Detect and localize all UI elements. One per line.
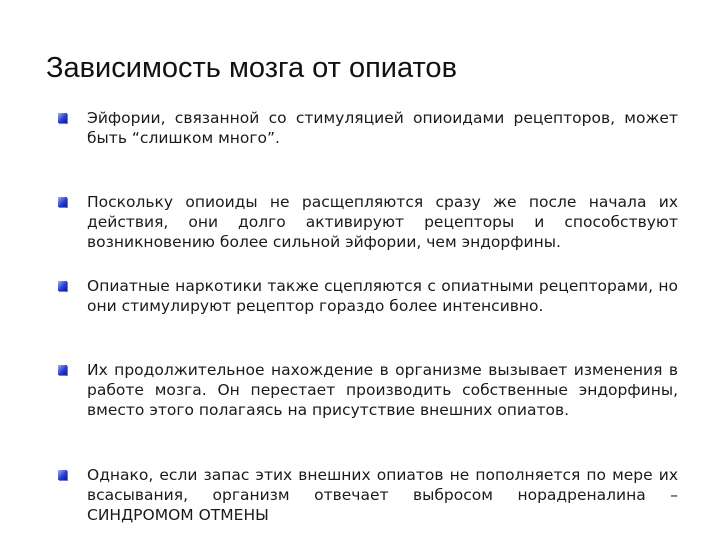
bullet-list [56,108,678,540]
bullet-item-1 [56,108,678,192]
bullet-text: Однако, если запас этих внешних опиатов не пополняется по мере их всасывания, организм отвечает выбросом норадреналина – СИНДРОМОМ ОТМЕНЫ [87,466,678,524]
square-bullet-icon [58,281,67,291]
bullet-text: Опиатные наркотики также сцепляются с опиатными рецепторами, но они стимулируют рецептор гораздо более интенсивно. [87,277,678,315]
square-bullet-icon [58,365,67,375]
square-bullet-icon [58,197,67,207]
bullet-text: Эйфории, связанной со стимуляцией опиоидами рецепторов, может быть “слишком много”. [87,109,678,147]
bullet-item-5 [56,465,678,540]
bullet-text: Их продолжительное нахождение в организме вызывает изменения в работе мозга. Он перестает производить собственные эндорфины, вместо этого полагаясь на присутствие внешних опиатов. [87,361,678,419]
bullet-item-4 [56,360,678,465]
bullet-text: Поскольку опиоиды не расщепляются сразу же после начала их действия, они долго активируют рецепторы и способствуют возникновению более сильной эйфории, чем эндорфины. [87,193,678,251]
bullet-item-2 [56,192,678,276]
square-bullet-icon [58,470,67,480]
square-bullet-icon [58,113,67,123]
slide-title: Зависимость мозга от опиатов [46,52,457,84]
bullet-item-3 [56,276,678,360]
